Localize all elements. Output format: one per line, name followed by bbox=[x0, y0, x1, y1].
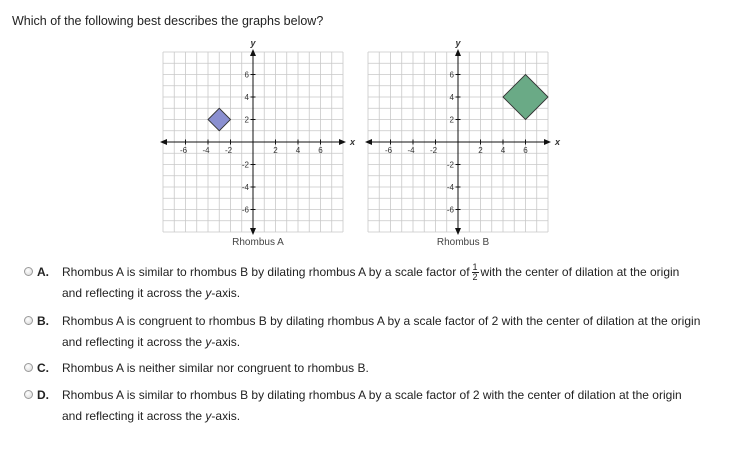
graph-caption: Rhombus B bbox=[436, 237, 490, 248]
choice-letter: D. bbox=[37, 388, 49, 402]
x-axis-label: x bbox=[555, 137, 561, 147]
y-tick-label: -4 bbox=[241, 183, 249, 192]
choice-text: Rhombus A is neither similar nor congruent to rhombus B. bbox=[62, 361, 369, 375]
x-tick-label: 6 bbox=[318, 146, 323, 155]
graph-rhombus-b bbox=[368, 38, 561, 252]
x-tick-label: -2 bbox=[224, 146, 233, 155]
graph-caption: Rhombus A bbox=[232, 237, 284, 248]
y-axis-label: y bbox=[455, 38, 461, 48]
y-tick-label: 4 bbox=[244, 93, 249, 102]
y-tick-label: 4 bbox=[449, 93, 454, 102]
choice-text: Rhombus A is similar to rhombus B by dilating rhombus A by a scale factor of $\frac{1}{2}$ with the center of dilation at the origin and reflecting it across the y-axis. bbox=[62, 262, 680, 300]
arrowhead bbox=[339, 139, 346, 145]
x-tick-label: -6 bbox=[179, 146, 188, 155]
arrowhead bbox=[250, 49, 256, 56]
choice-letter: B. bbox=[37, 314, 49, 328]
y-tick-label: -2 bbox=[241, 160, 249, 170]
x-tick-label: 6 bbox=[523, 146, 528, 155]
radio-button[interactable] bbox=[24, 316, 33, 325]
choice-text: Rhombus A is congruent to rhombus B by dilating rhombus A by a scale factor of 2 with the center of dilation at the origin and reflecting it across the y-axis. bbox=[62, 314, 701, 349]
x-tick-label: -4 bbox=[407, 146, 415, 155]
choice-letter: C. bbox=[37, 361, 49, 375]
y-tick-label: -4 bbox=[446, 183, 454, 192]
arrowhead bbox=[160, 139, 167, 145]
y-tick-label: 6 bbox=[449, 70, 454, 80]
fraction: $\frac{1}{2}$ bbox=[472, 262, 478, 283]
y-tick-label: -6 bbox=[241, 205, 249, 215]
choice-text: Rhombus A is similar to rhombus B by dilating rhombus A by a scale factor of 2 with the center of dilation at the origin and reflecting it across the y-axis. bbox=[62, 388, 682, 423]
x-tick-label: -4 bbox=[202, 146, 210, 155]
x-tick-label: -2 bbox=[429, 146, 438, 155]
rhombus-shape bbox=[503, 75, 548, 120]
rhombus-shape bbox=[208, 108, 231, 131]
y-axis-label: y bbox=[250, 38, 256, 48]
question-text: Which of the following best describes the graphs below? bbox=[12, 14, 324, 28]
graph-rhombus-a bbox=[163, 38, 356, 252]
arrowhead bbox=[250, 228, 256, 235]
x-tick-label: 4 bbox=[500, 146, 506, 155]
x-tick-label: -6 bbox=[384, 146, 393, 155]
choice-letter: A. bbox=[37, 265, 49, 279]
x-axis-label: x bbox=[350, 137, 356, 147]
x-tick-label: 2 bbox=[478, 146, 483, 155]
arrowhead bbox=[455, 49, 461, 56]
arrowhead bbox=[544, 139, 551, 145]
radio-button[interactable] bbox=[24, 363, 33, 372]
y-tick-label: -6 bbox=[446, 205, 454, 215]
x-tick-label: 4 bbox=[295, 146, 301, 155]
coordinate-plane bbox=[163, 38, 356, 240]
y-tick-label: 2 bbox=[244, 115, 249, 125]
arrowhead bbox=[365, 139, 372, 145]
arrowhead bbox=[455, 228, 461, 235]
y-tick-label: 6 bbox=[244, 70, 249, 80]
y-tick-label: -2 bbox=[446, 160, 454, 170]
radio-button[interactable] bbox=[24, 390, 33, 399]
y-tick-label: 2 bbox=[449, 115, 454, 125]
x-tick-label: 2 bbox=[273, 146, 278, 155]
radio-button[interactable] bbox=[24, 267, 33, 276]
coordinate-plane bbox=[368, 38, 561, 240]
